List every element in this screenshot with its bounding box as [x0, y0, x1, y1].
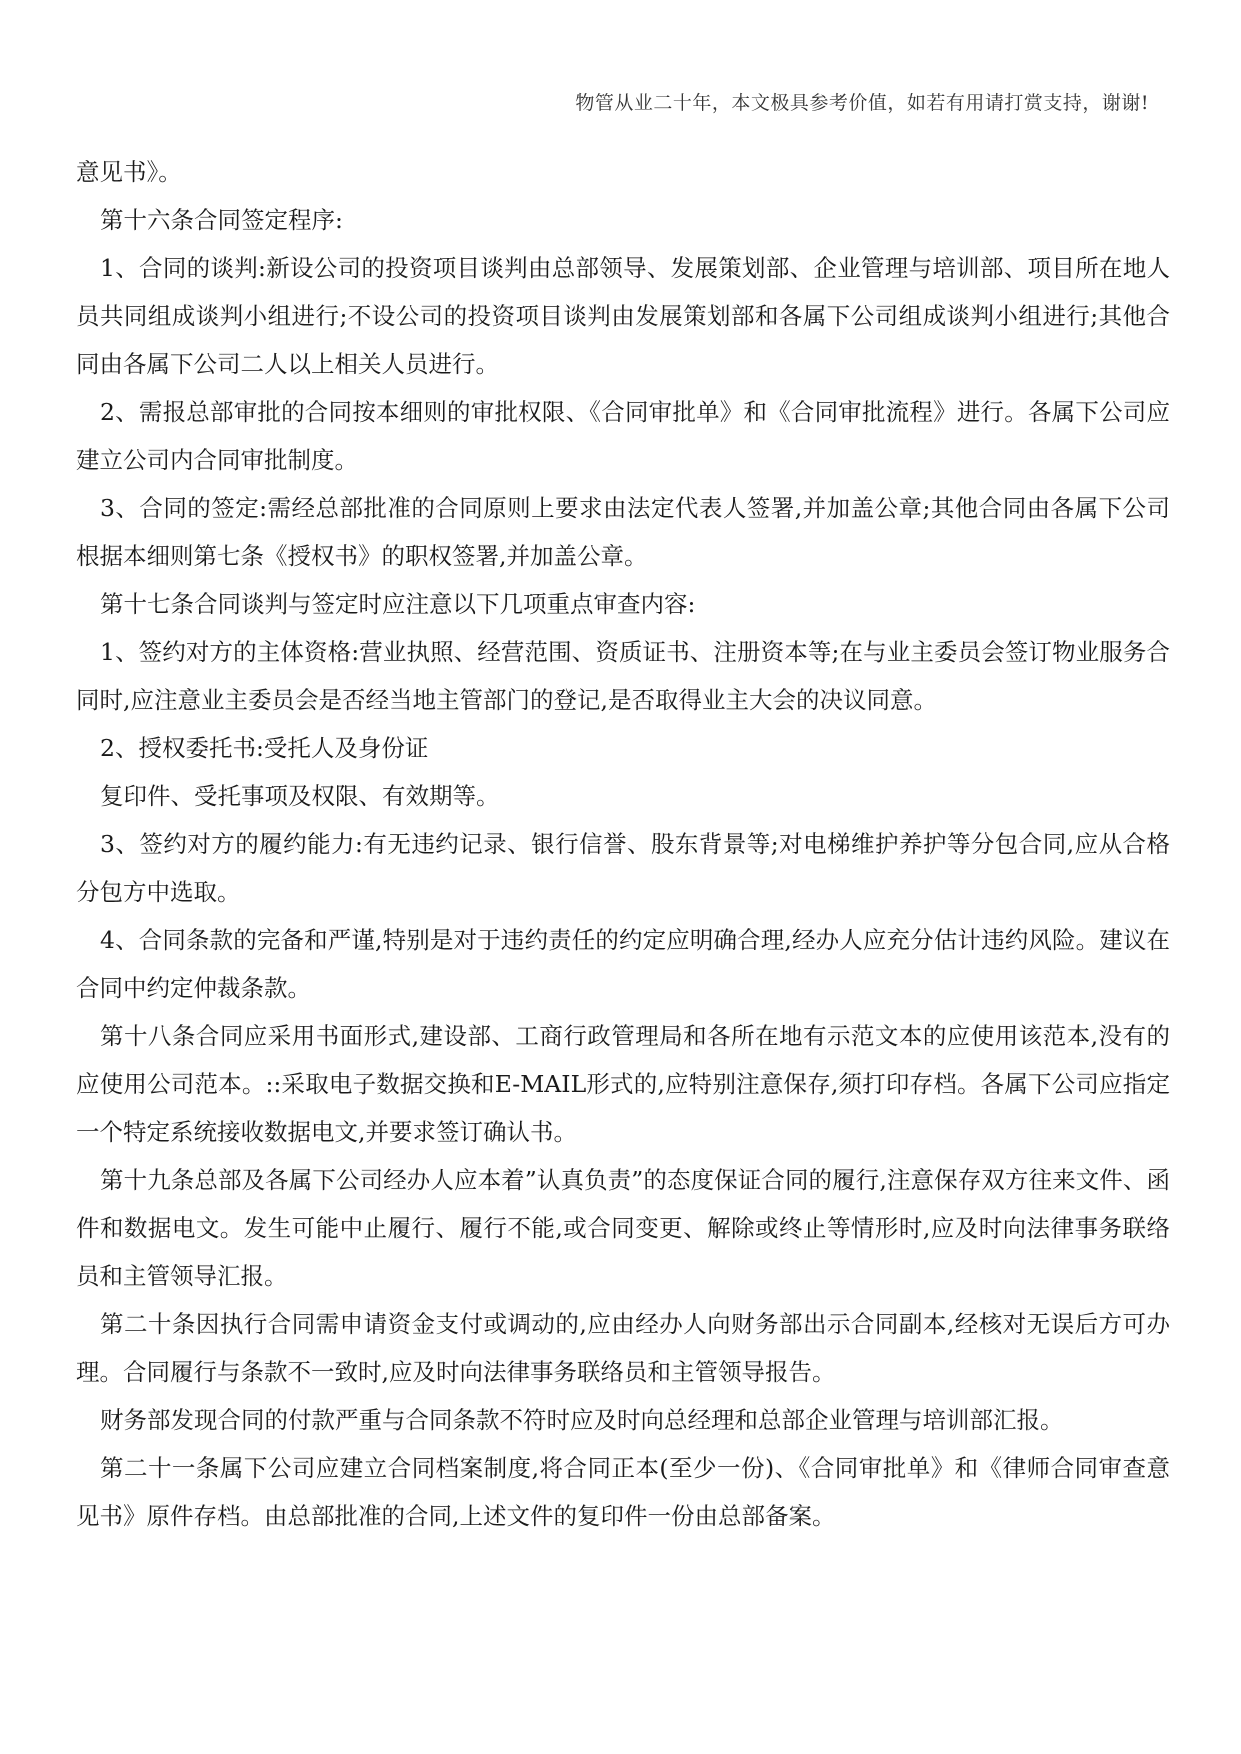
article-17-item-3: 3、签约对方的履约能力:有无违约记录、银行信誉、股东背景等;对电梯维护养护等分包合同,应从合格分包方中选取。 [76, 830, 1170, 906]
article-16-item-1: 1、合同的谈判:新设公司的投资项目谈判由总部领导、发展策划部、企业管理与培训部、项目所在地人员共同组成谈判小组进行;不设公司的投资项目谈判由发展策划部和各属下公司组成谈判小组进行;其他合同由各属下公司二人以上相关人员进行。 [76, 254, 1170, 378]
article-16-item-2: 2、需报总部审批的合同按本细则的审批权限、《合同审批单》和《合同审批流程》进行。各属下公司应建立公司内合同审批制度。 [76, 398, 1170, 474]
article-16-item-3: 3、合同的签定:需经总部批准的合同原则上要求由法定代表人签署,并加盖公章;其他合同由各属下公司根据本细则第七条《授权书》的职权签署,并加盖公章。 [76, 494, 1170, 570]
header-note: 物管从业二十年，本文极具参考价值，如若有用请打赏支持，谢谢! [575, 92, 1149, 114]
document-body [76, 148, 1170, 1540]
article-17-item-2-continued: 复印件、受托事项及权限、有效期等。 [100, 782, 500, 810]
article-20-finance-note: 财务部发现合同的付款严重与合同条款不符时应及时向总经理和总部企业管理与培训部汇报。 [100, 1406, 1064, 1434]
article-18: 第十八条合同应采用书面形式,建设部、工商行政管理局和各所在地有示范文本的应使用该范本,没有的应使用公司范本。::采取电子数据交换和E-MAIL形式的,应特别注意保存,须打印存档。各属下公司应指定一个特定系统接收数据电文,并要求签订确认书。 [76, 1022, 1170, 1146]
paragraph-continuation: 意见书》。 [76, 158, 182, 186]
article-17-item-1: 1、签约对方的主体资格:营业执照、经营范围、资质证书、注册资本等;在与业主委员会签订物业服务合同时,应注意业主委员会是否经当地主管部门的登记,是否取得业主大会的决议同意。 [76, 638, 1170, 714]
article-21: 第二十一条属下公司应建立合同档案制度,将合同正本(至少一份)、《合同审批单》和《律师合同审查意见书》原件存档。由总部批准的合同,上述文件的复印件一份由总部备案。 [76, 1454, 1170, 1530]
article-20: 第二十条因执行合同需申请资金支付或调动的,应由经办人向财务部出示合同副本,经核对无误后方可办理。合同履行与条款不一致时,应及时向法律事务联络员和主管领导报告。 [76, 1310, 1170, 1386]
article-19: 第十九条总部及各属下公司经办人应本着”认真负责”的态度保证合同的履行,注意保存双方往来文件、函件和数据电文。发生可能中止履行、履行不能,或合同变更、解除或终止等情形时,应及时向法律事务联络员和主管领导汇报。 [76, 1166, 1170, 1290]
article-16-heading: 第十六条合同签定程序: [100, 206, 343, 234]
article-17-item-2: 2、授权委托书:受托人及身份证 [100, 734, 429, 762]
article-17-heading: 第十七条合同谈判与签定时应注意以下几项重点审查内容: [100, 590, 696, 618]
article-17-item-4: 4、合同条款的完备和严谨,特别是对于违约责任的约定应明确合理,经办人应充分估计违约风险。建议在合同中约定仲裁条款。 [76, 926, 1170, 1002]
